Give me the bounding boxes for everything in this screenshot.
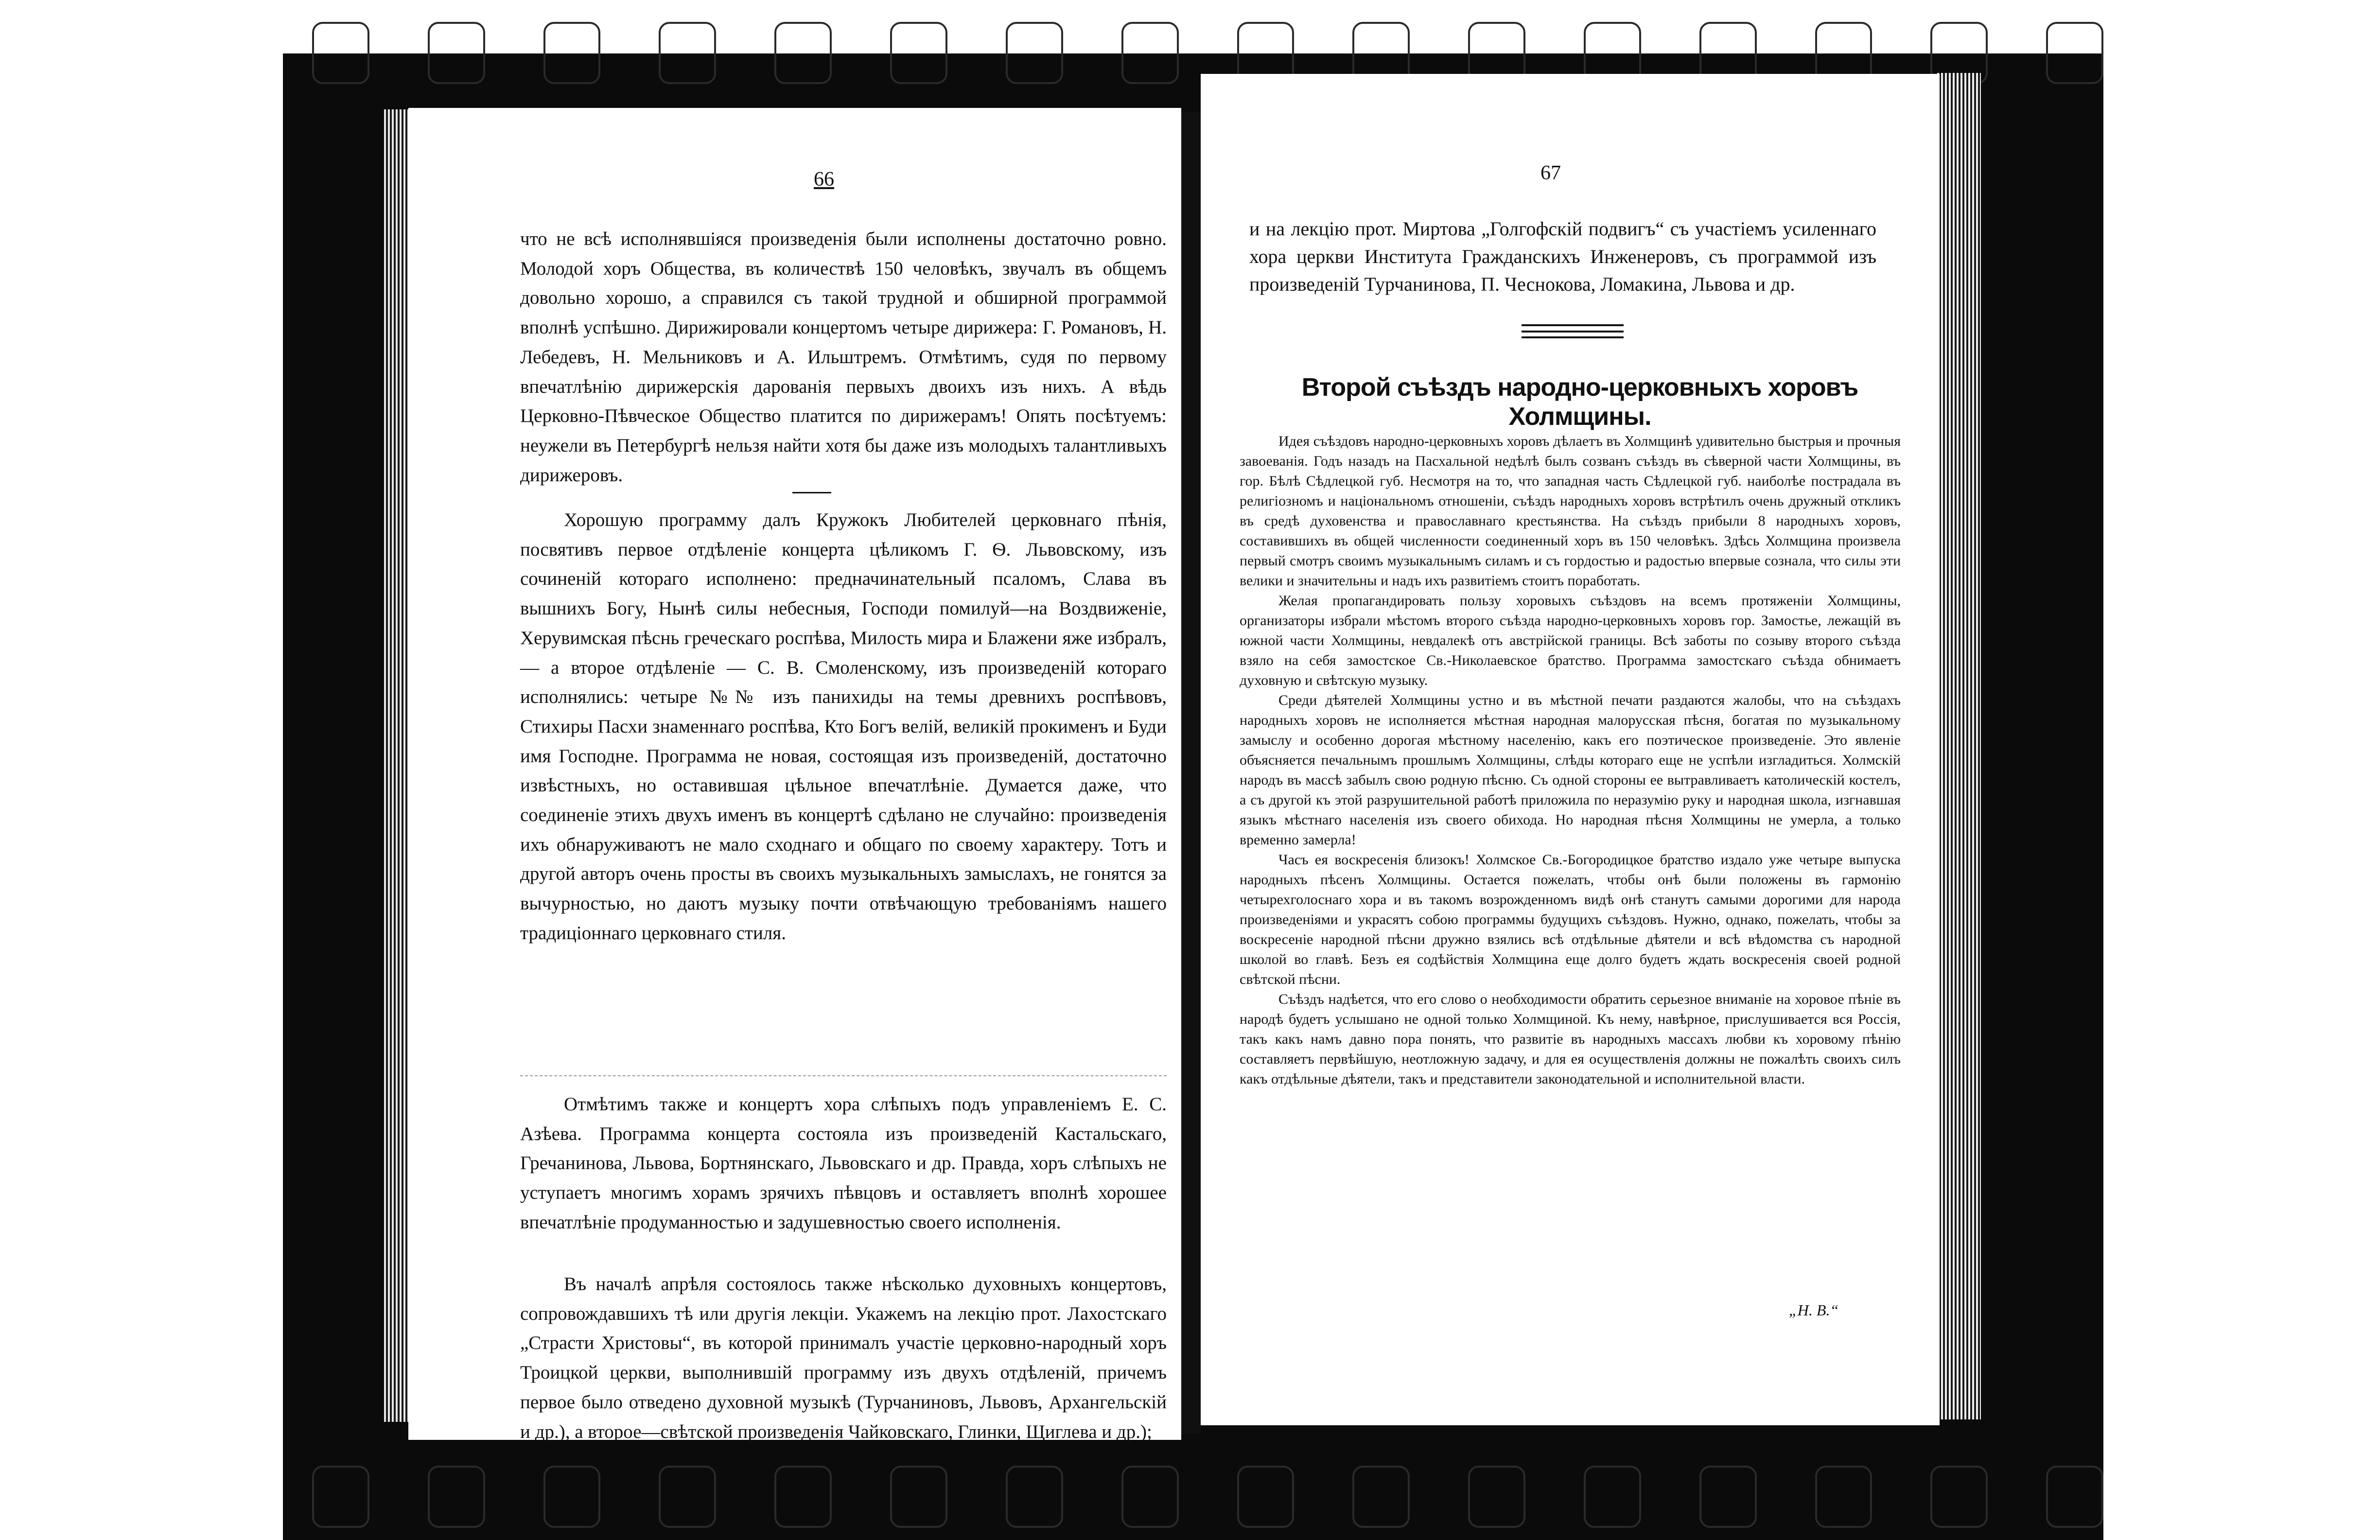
article-paragraph: Среди дѣятелей Холмщины устно и въ мѣстной печати раздаются жалобы, что на съѣздахъ народныхъ хоровъ не исполняется мѣстная народная малорусская пѣсня, богатая по музыкальному замыслу и особенно дорогая мѣстному населенію, какъ его поэтическое произведеніе. Это явленіе объясняется печальнымъ прошлымъ Холмщины, слѣды котораго еще не успѣли изгладиться. Холмскій народъ въ массѣ забылъ свою родную пѣсню. Съ одной стороны ее вытравливаетъ католическій костелъ, а съ другой къ этой разрушительной работѣ приложила по неразумію руку и народная школа, изгнавшая языкъ мѣстнаго населенія изъ своего обихода. Но народная пѣсня Холмщины не умерла, а только временно замерла! <box>1240 692 1901 848</box>
section-divider <box>792 492 831 493</box>
article-paragraph: Желая пропагандировать пользу хоровыхъ съѣздовъ на всемъ протяженіи Холмщины, организаторы избрали мѣстомъ второго съѣзда народно-церковныхъ хоровъ гор. Замостье, лежащій въ южной части Холмщины, невдалекѣ отъ австрійской границы. Всѣ заботы по созыву второго съѣзда взяло на себя замостское Св.-Николаевское братство. Программа замостскаго съѣзда обнимаетъ духовную и свѣтскую музыку. <box>1240 593 1901 688</box>
paragraph-1: что не всѣ исполнявшіяся произведенія были исполнены достаточно ровно. Молодой хоръ Общества, въ количествѣ 150 человѣкъ, звучалъ въ общемъ довольно хорошо, а справился съ такой трудной и обширной программой вполнѣ успѣшно. Дирижировали концертомъ четыре дирижера: Г. Романовъ, Н. Лебедевъ, Н. Мельниковъ и А. Ильштремъ. Отмѣтимъ, судя по первому впечатлѣнію дирижерскія дарованія первыхъ двоихъ изъ нихъ. А вѣдь Церковно-Пѣвческое Общество платится по дирижерамъ! Опять посѣтуемъ: неужели въ Петербургѣ нельзя найти хотя бы даже изъ молодыхъ талантливыхъ дирижеровъ. <box>520 228 1167 486</box>
article-paragraph: Идея съѣздовъ народно-церковныхъ хоровъ дѣлаетъ въ Холмщинѣ удивительно быстрыя и прочныя завоеванія. Годъ назадъ на Пасхальной недѣлѣ былъ созванъ съѣздъ въ сѣверной части Холмщины, въ гор. Бѣлѣ Сѣдлецкой губ. Несмотря на то, что западная часть Сѣдлецкой губ. наиболѣе пострадала въ религіозномъ и національномъ отношеніи, съѣздъ народныхъ хоровъ встрѣтилъ очень дружный откликъ въ средѣ духовенства и православнаго крестьянства. На съѣздъ прибыли 8 народныхъ хоровъ, составившихъ въ общей численности соединенный хоръ въ 150 человѣкъ. Здѣсь Холмщина произвела первый смотръ своимъ музыкальнымъ силамъ и съ гордостью и радостью впервые сознала, что силы эти велики и значительны и надъ ихъ развитіемъ стоитъ поработать. <box>1240 433 1901 589</box>
right-page <box>1201 74 1940 1425</box>
scan-artifact-line <box>520 1075 1167 1076</box>
ornament-rule <box>1522 336 1624 338</box>
film-perforation-bottom <box>283 1453 2103 1536</box>
left-page <box>408 108 1181 1440</box>
book-gutter <box>1181 112 1201 1434</box>
page-stack-left <box>384 109 411 1422</box>
intro-paragraph: и на лекцію прот. Миртова „Голгофскій подвигъ“ съ участіемъ усиленнаго хора церкви Института Гражданскихъ Инженеровъ, съ программой изъ произведеній Турчанинова, П. Чеснокова, Ломакина, Львова и др. <box>1249 218 1876 295</box>
paragraph-4: Въ началѣ апрѣля состоялось также нѣсколько духовныхъ концертовъ, сопровождавшихъ тѣ или другія лекціи. Укажемъ на лекцію прот. Лахостскаго „Страсти Христовы“, въ которой принималъ участіе церковно-народный хоръ Троицкой церкви, выполнившій программу изъ двухъ отдѣленій, причемъ первое было отведено духовной музыкѣ (Турчаниновъ, Львовъ, Архангельскій и др.), а второе—свѣтской произведенія Чайковскаго, Глинки, Щиглева и др.); <box>520 1274 1167 1442</box>
article-body <box>1240 431 1901 1089</box>
article-heading: Второй съѣздъ народно-церковныхъ хоровъ Холмщины. <box>1301 373 1858 431</box>
page-number-left: 66 <box>814 168 834 191</box>
ornament-rule <box>1522 331 1624 332</box>
paragraph-3: Отмѣтимъ также и концертъ хора слѣпыхъ подъ управленіемъ Е. С. Азѣева. Программа концерта состояла изъ произведеній Кастальскаго, Гречанинова, Львова, Бортнянскаго, Львовскаго и др. Правда, хоръ слѣпыхъ не уступаетъ многимъ хорамъ зрячихъ пѣвцовъ и оставляетъ вполнѣ хорошее впечатлѣніе продуманностью и задушевностью своего исполненія. <box>520 1094 1167 1233</box>
page-stack-right <box>1937 73 1981 1419</box>
author-signature: „Н. В.“ <box>1789 1301 1839 1319</box>
paragraph-2: Хорошую программу далъ Кружокъ Любителей церковнаго пѣнія, посвятивъ первое отдѣленіе концерта цѣликомъ Г. Ѳ. Львовскому, изъ сочиненій котораго исполнено: предначинательный псаломъ, Слава въ вышнихъ Богу, Нынѣ силы небесныя, Господи помилуй—на Воздвиженіе, Херувимская пѣснь греческаго роспѣва, Милость мира и Блажени яже избралъ, — а второе отдѣленіе — С. В. Смоленскому, изъ произведеній котораго исполнялись: четыре №№ изъ панихиды на темы древнихъ роспѣвовъ, Стихиры Пасхи знаменнаго роспѣва, Кто Богъ велій, великій прокименъ и Буди имя Господне. Программа не новая, состоящая изъ произведеній, достаточно извѣстныхъ, но оставившая цѣльное впечатлѣніе. Думается даже, что соединеніе этихъ двухъ именъ въ концертѣ сдѣлано не случайно: произведенія ихъ обнаруживаютъ не мало сходнаго и общаго по своему характеру. Тотъ и другой авторъ очень просты въ своихъ музыкальныхъ замыслахъ, не гонятся за вычурностью, но даютъ музыку почти отвѣчающую требованіямъ нашего традиціоннаго церковнаго стиля. <box>520 509 1167 944</box>
ornament-rule <box>1522 324 1624 326</box>
article-paragraph: Съѣздъ надѣется, что его слово о необходимости обратить серьезное вниманіе на хоровое пѣніе въ народѣ будетъ услышано не одной только Холмщиной. Къ нему, навѣрное, прислушивается вся Россія, такъ какъ намъ давно пора понять, что развитіе въ народныхъ массахъ любви къ хоровому пѣнію составляетъ первѣйшую, неотложную задачу, и для ея осуществленія должны не пожалѣть своихъ силъ какъ отдѣльные дѣятели, такъ и представители законодательной и исполнительной власти. <box>1240 991 1901 1087</box>
page-number-right: 67 <box>1540 162 1561 184</box>
article-paragraph: Часъ ея воскресенія близокъ! Холмское Св.-Богородицкое братство издало уже четыре выпуска народныхъ пѣсенъ Холмщины. Остается пожелать, чтобы онѣ были положены въ гармонію четырехголоснаго хора и въ такомъ возрожденномъ видѣ онѣ станутъ самыми дорогими для народа произведеніями и украсятъ собою программы будущихъ съѣздовъ. Нужно, однако, пожелать, чтобы за воскресеніе народной пѣсни дружно взялись всѣ отдѣльные дѣятели и всѣ вѣдомства съ народной школой во главѣ. Безъ ея содѣйствія Холмщина еще долго будетъ ждать воскресенія своей родной свѣтской пѣсни. <box>1240 852 1901 987</box>
